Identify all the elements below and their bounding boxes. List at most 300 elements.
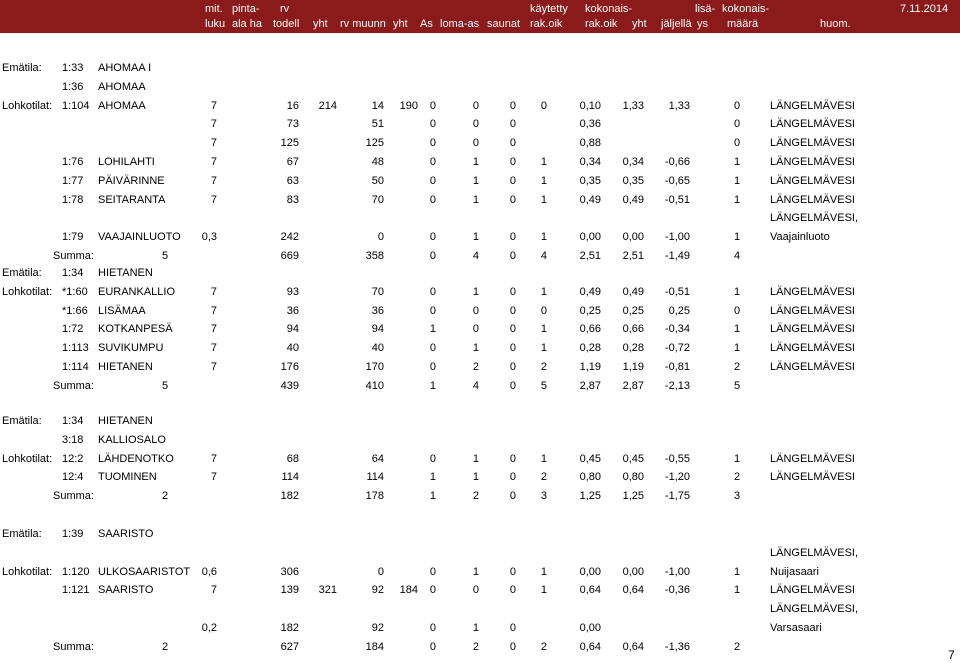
table-cell: 0 [429, 156, 436, 168]
table-cell: 0 [509, 565, 516, 578]
header-label: jäljellä [661, 18, 692, 30]
table-cell: 4 [733, 250, 741, 262]
page-number: 7 [948, 648, 955, 662]
header-label: yht [313, 18, 328, 30]
table-cell: 0,35 [622, 174, 644, 187]
table-cell: 1 [540, 565, 547, 578]
table-cell: *1:66 [62, 304, 88, 317]
table-cell: -0,72 [664, 342, 690, 355]
table-cell: 0 [472, 118, 479, 131]
header-label: yht [393, 18, 408, 30]
table-cell: 3:18 [62, 433, 84, 446]
table-cell: 4 [472, 250, 479, 262]
header-label: todell [273, 18, 300, 30]
header-label: rv [280, 3, 290, 15]
header-label: rak.oik [530, 18, 563, 30]
table-cell: 0 [509, 250, 516, 262]
row-label: Lohkotilat: [2, 452, 53, 465]
table-cell: 1,33 [622, 99, 644, 112]
table-cell: LÄNGELMÄVESI [770, 471, 855, 484]
table-cell: 1 [429, 323, 436, 336]
table-cell: LÄNGELMÄVESI [770, 361, 855, 373]
table-cell: 1 [540, 452, 547, 465]
row-label: Lohkotilat: [2, 565, 53, 578]
table-cell: 1,19 [579, 361, 601, 373]
table-cell: 0,64 [622, 640, 644, 653]
table-cell: 0 [509, 379, 516, 392]
table-cell: 669 [280, 250, 299, 262]
table-cell: 2 [540, 640, 547, 653]
table-cell: 0 [429, 118, 436, 131]
table-cell: -0,65 [664, 174, 690, 187]
table-cell: 4 [540, 250, 547, 262]
table-cell: 176 [280, 361, 299, 373]
table-cell: 0,49 [622, 285, 644, 298]
table-cell: 67 [286, 156, 299, 168]
parcel-name: EURANKALLIO [98, 285, 176, 298]
table-cell: 1 [472, 342, 479, 355]
parcel-name: ULKOSAARISTOT [98, 565, 191, 578]
table-cell: 0,64 [622, 584, 644, 597]
table-cell: 7 [210, 361, 217, 373]
table-cell: 0,6 [201, 565, 217, 578]
table-cell: 7 [210, 304, 217, 317]
table-cell: 214 [318, 99, 337, 112]
table-cell: 0 [733, 137, 741, 150]
parcel-name: HIETANEN [98, 415, 153, 427]
table-cell: Nuijasaari [770, 565, 819, 578]
table-cell: 0 [377, 231, 384, 244]
table-cell: 0 [540, 304, 547, 317]
table-cell: 182 [280, 490, 299, 503]
table-cell: -0,34 [664, 323, 690, 336]
table-cell: *1:60 [62, 285, 88, 298]
header-label: loma-as [440, 18, 480, 30]
table-cell: 0,45 [579, 452, 601, 465]
header-label: As [420, 18, 433, 30]
table-cell: 0 [429, 361, 436, 373]
header-label: mit. [205, 3, 223, 15]
table-cell: 0 [509, 137, 516, 150]
table-cell: Summa: [53, 640, 94, 653]
row-label: Lohkotilat: [2, 99, 53, 112]
table-cell: 7 [210, 156, 217, 168]
table-cell: 1:121 [62, 584, 90, 597]
table-cell: 36 [286, 304, 299, 317]
table-cell: 358 [365, 250, 384, 262]
table-cell: 7 [210, 584, 217, 597]
table-cell: 94 [371, 323, 384, 336]
table-cell: 0 [429, 304, 436, 317]
table-cell: LÄNGELMÄVESI [770, 193, 855, 206]
table-cell: 3 [733, 490, 741, 503]
header-label: yht [632, 18, 647, 30]
table-cell: 0,80 [579, 471, 601, 484]
table-cell: -2,13 [664, 379, 690, 392]
table-cell: 0,45 [622, 452, 644, 465]
parcel-name: 5 [162, 250, 169, 262]
table-cell: 7 [210, 285, 217, 298]
table-cell: 1 [733, 174, 741, 187]
table-cell: 40 [286, 342, 299, 355]
table-cell: 1 [733, 231, 741, 244]
table-cell: -0,81 [664, 361, 690, 373]
table-cell: 7 [210, 193, 217, 206]
table-cell: 2 [472, 490, 479, 503]
table-cell: 5 [540, 379, 547, 392]
table-cell: 64 [371, 452, 384, 465]
row-label: Lohkotilat: [2, 285, 53, 298]
header-label: kokonais- [585, 3, 633, 15]
header-date: 7.11.2014 [900, 3, 949, 15]
table-cell: 14 [371, 99, 384, 112]
table-cell: 0,34 [579, 156, 601, 168]
header-label: luku [205, 18, 226, 30]
table-cell: 2 [733, 361, 741, 373]
table-cell: 1:72 [62, 323, 84, 336]
parcel-name: SAARISTO [98, 528, 154, 540]
table-cell: Summa: [53, 250, 94, 262]
table-cell: 139 [280, 584, 299, 597]
table-cell: 1 [540, 342, 547, 355]
table-cell: Summa: [53, 490, 94, 503]
table-cell: 1 [429, 490, 436, 503]
table-cell: 0 [472, 99, 479, 112]
table-cell: 410 [365, 379, 384, 392]
table-cell: 1 [733, 584, 741, 597]
table-cell: 1 [733, 285, 741, 298]
table-cell: 70 [371, 193, 384, 206]
table-cell: 184 [365, 640, 384, 653]
table-cell: 184 [399, 584, 418, 597]
table-cell: 83 [286, 193, 299, 206]
table-cell: LÄNGELMÄVESI [770, 118, 855, 131]
table-cell: LÄNGELMÄVESI [770, 452, 855, 465]
table-cell: 0,00 [622, 565, 644, 578]
table-cell: 73 [286, 118, 299, 131]
table-cell: 7 [210, 471, 217, 484]
parcel-name: 5 [162, 379, 169, 392]
table-cell: 0,49 [579, 285, 601, 298]
table-cell: 0,00 [579, 622, 601, 634]
table-cell: LÄNGELMÄVESI, [770, 603, 859, 616]
table-cell: 1:36 [62, 80, 84, 93]
table-cell: 2 [733, 640, 741, 653]
parcel-name: VAAJAINLUOTO [98, 231, 181, 244]
parcel-name: HIETANEN [98, 361, 153, 373]
table-cell: 0 [429, 584, 436, 597]
table-cell: 0 [509, 304, 516, 317]
table-cell: 0 [509, 231, 516, 244]
table-cell: 1:79 [62, 231, 84, 244]
table-cell: 0,28 [622, 342, 644, 355]
table-cell: 1 [733, 323, 741, 336]
table-cell: 0,66 [622, 323, 644, 336]
parcel-name: KOTKANPESÄ [98, 323, 173, 336]
table-cell: 439 [280, 379, 299, 392]
table-cell: 190 [399, 99, 418, 112]
table-cell: -1,36 [664, 640, 690, 653]
parcel-name: SUVIKUMPU [98, 342, 164, 355]
table-cell: 321 [318, 584, 337, 597]
table-cell: 182 [280, 622, 299, 634]
table-cell: -1,20 [664, 471, 690, 484]
header-label: ala ha [232, 18, 262, 30]
table-cell: 40 [371, 342, 384, 355]
table-cell: 0 [509, 490, 516, 503]
table-cell: 51 [371, 118, 384, 131]
table-cell: 0,3 [201, 231, 217, 244]
table-cell: -1,49 [664, 250, 690, 262]
parcel-name: SEITARANTA [98, 193, 166, 206]
table-cell: 0,36 [579, 118, 601, 131]
table-cell: 1:76 [62, 156, 84, 168]
parcel-name: AHOMAA [98, 99, 146, 112]
table-cell: 93 [286, 285, 299, 298]
table-cell: 2 [733, 471, 741, 484]
table-cell: 1:120 [62, 565, 90, 578]
header-label: määrä [727, 18, 759, 30]
table-cell: 0 [509, 640, 516, 653]
table-cell: 2,51 [579, 250, 601, 262]
table-cell: 0 [509, 118, 516, 131]
table-cell: 1 [540, 285, 547, 298]
table-cell: 1:113 [62, 342, 89, 355]
table-cell: 0 [509, 156, 516, 168]
table-cell: 125 [280, 137, 299, 150]
table-cell: 3 [540, 490, 547, 503]
parcel-name: AHOMAA I [98, 62, 152, 74]
table-cell: 0 [429, 99, 436, 112]
table-cell: 1:34 [62, 267, 84, 279]
table-cell: 1 [472, 471, 479, 484]
table-cell: 1:77 [62, 174, 84, 187]
table-cell: LÄNGELMÄVESI [770, 323, 855, 336]
table-cell: -0,36 [664, 584, 690, 597]
table-cell: 0 [509, 471, 516, 484]
table-cell: 1 [472, 156, 479, 168]
header-label: rv muunn [340, 18, 386, 30]
table-cell: Varsasaari [770, 622, 822, 634]
header-bar [0, 0, 960, 33]
parcel-name: 2 [162, 490, 169, 503]
table-cell: 1 [733, 452, 741, 465]
row-label: Emätila: [2, 267, 42, 279]
table-cell: 0,2 [201, 622, 217, 634]
table-cell: 92 [371, 622, 384, 634]
table-cell: 1:33 [62, 62, 84, 74]
parcel-name: SAARISTO [98, 584, 154, 597]
table-cell: LÄNGELMÄVESI [770, 342, 855, 355]
table-cell: LÄNGELMÄVESI [770, 156, 855, 168]
header-label: käytetty [530, 3, 568, 15]
table-cell: 0,88 [579, 137, 601, 150]
table-cell: -0,66 [664, 156, 690, 168]
table-cell: 7 [210, 137, 217, 150]
table-cell: 68 [286, 452, 299, 465]
table-cell: 0,25 [622, 304, 644, 317]
table-cell: 2 [472, 640, 479, 653]
parcel-name: TUOMINEN [98, 471, 157, 484]
table-cell: -0,55 [664, 452, 690, 465]
table-cell: 1,19 [622, 361, 644, 373]
table-cell: LÄNGELMÄVESI [770, 285, 855, 298]
table-cell: 7 [210, 99, 217, 112]
table-cell: 0 [509, 622, 516, 634]
table-cell: 1 [733, 342, 741, 355]
table-cell: 0 [509, 361, 516, 373]
table-cell: 4 [472, 379, 479, 392]
table-cell: 1 [733, 193, 741, 206]
table-cell: 94 [286, 323, 299, 336]
table-cell: 0,80 [622, 471, 644, 484]
table-cell: LÄNGELMÄVESI [770, 304, 855, 317]
header-label: huom. [820, 18, 851, 30]
table-cell: 1 [540, 323, 547, 336]
table-cell: 1 [540, 156, 547, 168]
table-cell: 0 [509, 342, 516, 355]
header-label: lisä- [695, 3, 716, 15]
parcel-name: HIETANEN [98, 267, 153, 279]
table-cell: 0,10 [579, 99, 601, 112]
table-cell: 0 [472, 304, 479, 317]
table-cell: 0 [429, 622, 436, 634]
table-cell: 1 [540, 231, 547, 244]
table-cell: 2 [540, 471, 547, 484]
table-cell: 1,33 [668, 99, 690, 112]
table-cell: 0 [429, 174, 436, 187]
table-cell: 0 [733, 304, 741, 317]
table-cell: 627 [280, 640, 299, 653]
table-cell: -0,51 [664, 285, 690, 298]
table-cell: Vaajainluoto [770, 231, 830, 244]
table-cell: 1:78 [62, 193, 84, 206]
table-cell: 1 [540, 174, 547, 187]
table-cell: 2 [472, 361, 479, 373]
table-cell: 0,25 [579, 304, 601, 317]
table-cell: 1:114 [62, 361, 89, 373]
table-cell: 170 [365, 361, 384, 373]
table-cell: 12:2 [62, 452, 84, 465]
table-cell: 0 [509, 584, 516, 597]
table-cell: 48 [371, 156, 384, 168]
table-cell: 0 [509, 452, 516, 465]
table-cell: 0,34 [622, 156, 644, 168]
table-cell: 0,28 [579, 342, 601, 355]
table-cell: -0,51 [664, 193, 690, 206]
table-cell: 0 [429, 565, 436, 578]
table-cell: 0,64 [579, 640, 601, 653]
table-cell: 0 [733, 99, 741, 112]
parcel-name: LÄHDENOTKO [98, 452, 174, 465]
table-cell: 0 [429, 231, 436, 244]
table-cell: 1 [733, 565, 741, 578]
table-cell: 1 [733, 156, 741, 168]
table-cell: 0 [509, 174, 516, 187]
table-cell: 0,00 [622, 231, 644, 244]
table-cell: 1:34 [62, 415, 84, 427]
table-cell: 1 [472, 193, 479, 206]
table-cell: 0 [540, 99, 547, 112]
table-cell: LÄNGELMÄVESI [770, 174, 855, 187]
table-cell: 1 [472, 285, 479, 298]
table-cell: Summa: [53, 379, 94, 392]
table-cell: 1 [472, 452, 479, 465]
table-cell: 0,00 [579, 565, 601, 578]
table-cell: 0 [429, 250, 436, 262]
table-cell: 0,00 [579, 231, 601, 244]
table-cell: -1,00 [664, 231, 690, 244]
parcel-name: PÄIVÄRINNE [98, 174, 165, 187]
table-cell: 125 [365, 137, 384, 150]
table-cell: 0 [472, 584, 479, 597]
table-cell: 7 [210, 342, 217, 355]
table-cell: 7 [210, 118, 217, 131]
table-cell: 0,25 [668, 304, 690, 317]
row-label: Emätila: [2, 528, 42, 540]
table-cell: 63 [286, 174, 299, 187]
table-cell: 0 [509, 193, 516, 206]
table-cell: 1,25 [579, 490, 601, 503]
table-cell: LÄNGELMÄVESI [770, 99, 855, 112]
table-cell: 0,66 [579, 323, 601, 336]
table-cell: 178 [365, 490, 384, 503]
table-cell: 0 [429, 137, 436, 150]
table-cell: 0,35 [579, 174, 601, 187]
table-cell: 2,51 [622, 250, 644, 262]
header-label: rak.oik [585, 18, 618, 30]
table-cell: 1 [472, 565, 479, 578]
table-cell: 92 [371, 584, 384, 597]
table-cell: 0,64 [579, 584, 601, 597]
table-cell: 1 [472, 231, 479, 244]
table-cell: LÄNGELMÄVESI, [770, 546, 859, 559]
parcel-name: LISÄMAA [98, 304, 146, 317]
parcel-name: KALLIOSALO [98, 433, 166, 446]
table-cell: 0 [377, 565, 384, 578]
table-cell: 114 [366, 471, 384, 484]
table-cell: LÄNGELMÄVESI, [770, 212, 859, 225]
table-cell: 7 [210, 452, 217, 465]
table-cell: -1,00 [664, 565, 690, 578]
table-cell: 0 [509, 323, 516, 336]
table-cell: 1:39 [62, 528, 84, 540]
row-label: Emätila: [2, 415, 42, 427]
table-cell: 1:104 [62, 99, 90, 112]
header-label: ys [697, 18, 708, 30]
table-cell: 1 [540, 584, 547, 597]
table-cell: 0 [429, 452, 436, 465]
row-label: Emätila: [2, 62, 42, 74]
table-cell: 70 [371, 285, 384, 298]
table-cell: 0 [429, 285, 436, 298]
parcel-name: AHOMAA [98, 80, 146, 93]
table-cell: 0 [429, 342, 436, 355]
table-cell: 1 [540, 193, 547, 206]
table-cell: 7 [210, 174, 217, 187]
table-cell: -1,75 [664, 490, 690, 503]
table-cell: 16 [286, 99, 299, 112]
header-label: saunat [487, 18, 521, 30]
table-cell: 2,87 [579, 379, 601, 392]
table-cell: 12:4 [62, 471, 84, 484]
table-cell: 1 [472, 622, 479, 634]
table-cell: 36 [371, 304, 384, 317]
table-cell: 0 [472, 137, 479, 150]
table-cell: 306 [280, 565, 299, 578]
table-cell: 0,49 [579, 193, 601, 206]
table-cell: 0 [472, 323, 479, 336]
